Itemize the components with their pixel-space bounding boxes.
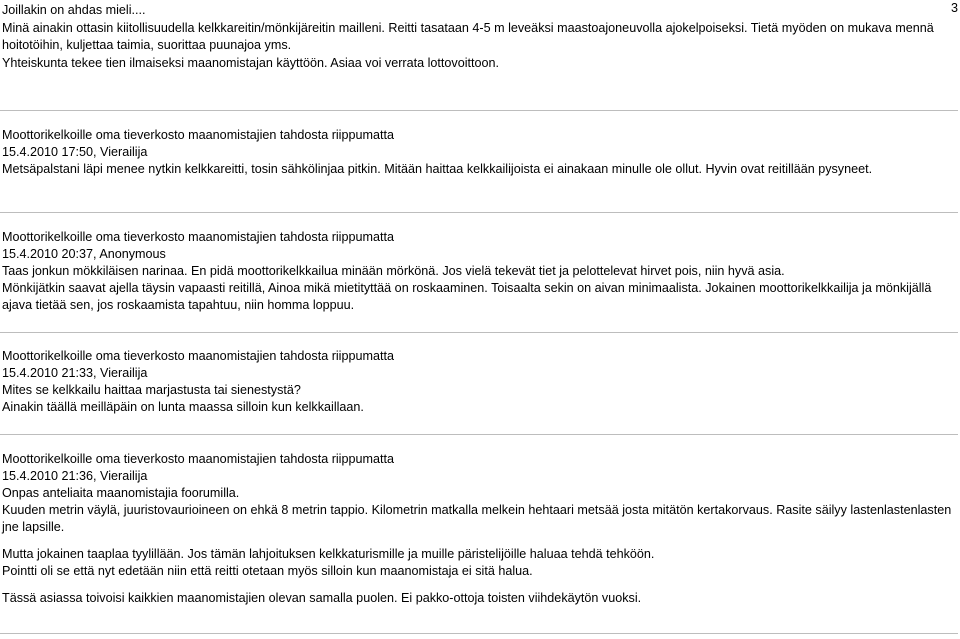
post-title: Moottorikelkoille oma tieverkosto maanomistajien tahdosta riippumatta — [2, 230, 394, 244]
post-meta: 15.4.2010 21:36, Vierailija — [2, 469, 148, 483]
post-body-paragraph: Ainakin täällä meilläpäin on lunta maassa silloin kun kelkkaillaan. — [2, 400, 364, 414]
post-body-paragraph: Mönkijätkin saavat ajella täysin vapaasti reitillä, Ainoa mikä mietityttää on roskaaminen. Toisaalta sekin on aivan minimaalista. Jokainen moottorikelkkailija ja mönkijällä ajava tietää sen, jos roskaamista tapahtuu, niin homma loppuu. — [2, 281, 932, 312]
post-meta: 15.4.2010 20:37, Anonymous — [2, 247, 166, 261]
post-body-paragraph: Tässä asiassa toivoisi kaikkien maanomistajien olevan samalla puolen. Ei pakko-ottoja toisten viihdekäytön vuoksi. — [2, 591, 642, 605]
post-body-paragraph: Mites se kelkkailu haittaa marjastusta tai sienestystä? — [2, 383, 301, 397]
post-separator — [0, 110, 958, 111]
post-title: Moottorikelkoille oma tieverkosto maanomistajien tahdosta riippumatta — [2, 349, 394, 363]
post-body-paragraph: Onpas anteliaita maanomistajia foorumilla. — [2, 486, 240, 500]
post-separator — [0, 434, 958, 435]
intro-text — [2, 2, 952, 72]
intro-line: Minä ainakin ottasin kiitollisuudella kelkkareitin/mönkijäreitin mailleni. Reitti tasataan 4-5 m leveäksi maastoajoneuvolla ajokelpoiseksi. Tietä myöden on mukava mennä hoitotöihin, kuljettaa taimia, suorittaa puunajoa yms. — [2, 20, 934, 52]
post-body-paragraph: Metsäpalstani läpi menee nytkin kelkkareitti, tosin sähkölinjaa pitkin. Mitään haittaa kelkkailijoista ei ainakaan minulle ole ollut. Hyvin ovat reitillään pysyneet. — [2, 162, 873, 176]
post-body-paragraph: Kuuden metrin väylä, juuristovaurioineen on ehkä 8 metrin tappio. Kilometrin matkalla melkein hehtaari metsää josta mitätön kertakorvaus. Rasite säilyy lastenlastenlasten jne lapsille. — [2, 503, 952, 534]
post-meta: 15.4.2010 21:33, Vierailija — [2, 366, 148, 380]
post — [2, 451, 952, 607]
post-meta: 15.4.2010 17:50, Vierailija — [2, 145, 148, 159]
intro-line: Joillakin on ahdas mieli.... — [2, 3, 146, 17]
post-body-paragraph: Taas jonkun mökkiläisen narinaa. En pidä moottorikelkkailua minään mörkönä. Jos vielä tekevät tiet ja pelottelevat hirvet pois, niin hyvä asia. — [2, 264, 785, 278]
post-title: Moottorikelkoille oma tieverkosto maanomistajien tahdosta riippumatta — [2, 452, 394, 466]
post — [2, 229, 952, 314]
post — [2, 348, 952, 416]
post-body-paragraph: Pointti oli se että nyt edetään niin että reitti otetaan myös silloin kun maanomistaja ei sitä halua. — [2, 564, 533, 578]
post-body-paragraph: Mutta jokainen taaplaa tyylillään. Jos tämän lahjoituksen kelkkaturismille ja muille päristelijöille haluaa tehdä tehköön. — [2, 547, 655, 561]
post — [2, 127, 952, 178]
intro-line: Yhteiskunta tekee tien ilmaiseksi maanomistajan käyttöön. Asiaa voi verrata lottovoittoon. — [2, 55, 500, 70]
post-separator — [0, 332, 958, 333]
page-number: 3 — [950, 1, 958, 15]
post-separator — [0, 633, 958, 634]
post-title: Moottorikelkoille oma tieverkosto maanomistajien tahdosta riippumatta — [2, 128, 394, 142]
post-separator — [0, 212, 958, 213]
